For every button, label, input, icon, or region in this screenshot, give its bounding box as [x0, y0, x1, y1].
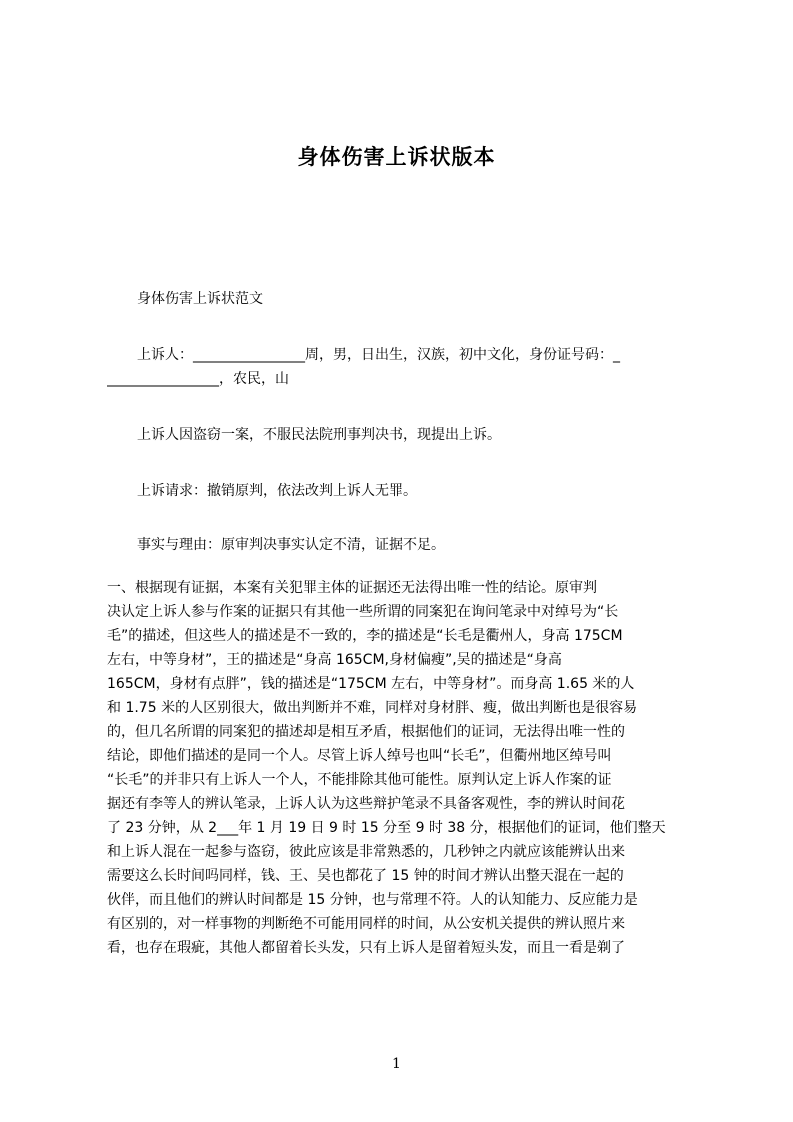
request-text: 上诉请求：撤销原判，依法改判上诉人无罪。	[137, 483, 417, 499]
facts-paragraph	[107, 533, 697, 557]
appellant-line-1	[107, 343, 697, 367]
argument-line: 看，也存在瑕疵，其他人都留着长头发，只有上诉人是留着短头发，而且一看是剃了	[107, 940, 625, 956]
subtitle-text: 身体伤害上诉状范文	[137, 291, 263, 307]
appellant-line-2: ________________，农民，山	[107, 371, 289, 387]
subtitle-paragraph	[107, 287, 697, 311]
appellant-line-1-text: 上诉人：________________周，男，日出生，汉族，初中文化，身份证号码：_	[137, 347, 620, 363]
facts-text: 事实与理由：原审判决事实认定不清，证据不足。	[137, 537, 445, 553]
reason-text: 上诉人因盗窃一案，不服民法院刑事判决书，现提出上诉。	[137, 427, 501, 443]
document-title: 身体伤害上诉状版本	[297, 145, 496, 169]
argument-line: 伙伴，而且他们的辨认时间都是 15 分钟，也与常理不符。人的认知能力、反应能力是	[107, 892, 638, 908]
argument-line: 了 23 分钟，从 2___年 1 月 19 日 9 时 15 分至 9 时 38 分，根据他们的证词，他们整天	[107, 820, 666, 836]
argument-line: 结论，即他们描述的是同一个人。尽管上诉人绰号也叫“长毛”，但衢州地区绰号叫	[107, 748, 612, 764]
argument-line: 需要这么长时间吗同样，钱、王、吴也都花了 15 钟的时间才辨认出整天混在一起的	[107, 868, 624, 884]
appellant-paragraph	[107, 343, 697, 391]
argument-line-text: 一、根据现有证据，本案有关犯罪主体的证据还无法得出唯一性的结论。原审判	[107, 580, 597, 596]
argument-line: 有区别的，对一样事物的判断绝不可能用同样的时间，从公安机关提供的辨认照片来	[107, 916, 625, 932]
argument-line: 和上诉人混在一起参与盗窃，彼此应该是非常熟悉的，几秒钟之内就应该能辨认出来	[107, 844, 625, 860]
argument-line	[107, 576, 699, 600]
argument-line: 的，但几名所谓的同案犯的描述却是相互矛盾，根据他们的证词，无法得出唯一性的	[107, 724, 625, 740]
argument-line: “长毛”的并非只有上诉人一个人，不能排除其他可能性。原判认定上诉人作案的证	[107, 772, 612, 788]
argument-line: 毛”的描述，但这些人的描述是不一致的，李的描述是“长毛是衢州人，身高 175CM	[107, 628, 623, 644]
argument-line: 据还有李等人的辨认笔录，上诉人认为这些辩护笔录不具备客观性，李的辨认时间花	[107, 796, 625, 812]
reason-paragraph	[107, 423, 697, 447]
page-number: 1	[392, 1056, 401, 1072]
argument-paragraph	[107, 576, 699, 960]
argument-line: 决认定上诉人参与作案的证据只有其他一些所谓的同案犯在询问笔录中对绰号为“长	[107, 604, 619, 620]
argument-line: 165CM，身材有点胖”，钱的描述是“175CM 左右，中等身材”。而身高 1.65 米的人	[107, 676, 635, 692]
argument-line: 左右，中等身材”，王的描述是“身高 165CM,身材偏瘦”,吴的描述是“身高	[107, 652, 562, 668]
argument-line: 和 1.75 米的人区别很大，做出判断并不难，同样对身材胖、瘦，做出判断也是很容易	[107, 700, 638, 716]
request-paragraph	[107, 479, 697, 503]
